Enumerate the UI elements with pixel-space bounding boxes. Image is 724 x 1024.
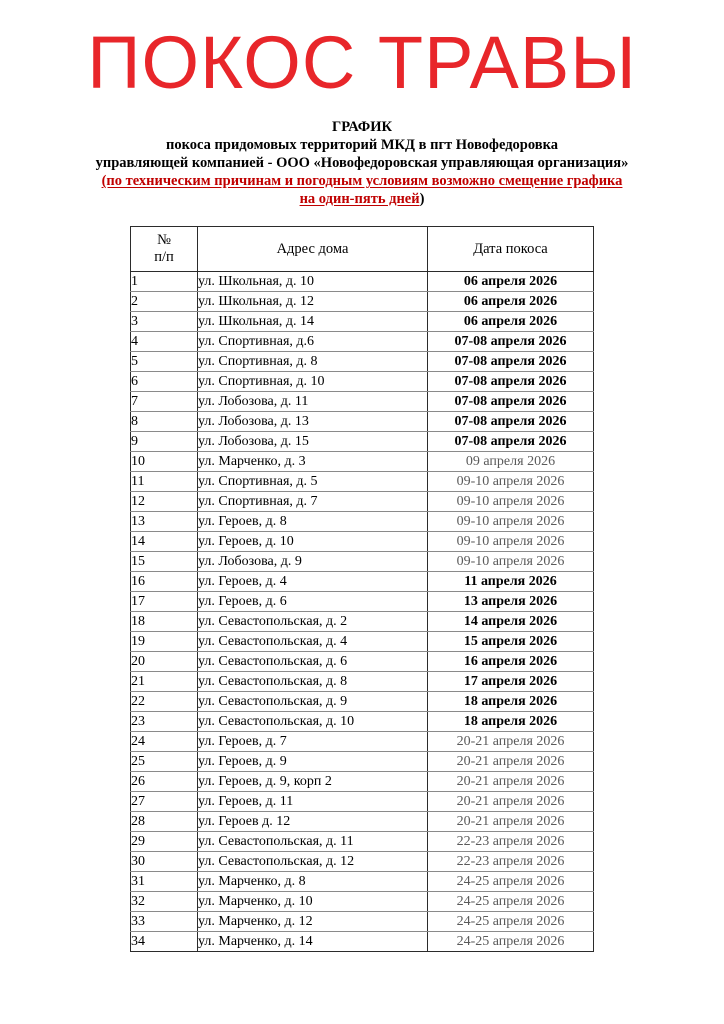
- cell-address: ул. Севастопольская, д. 10: [198, 712, 428, 732]
- column-header-number-symbol: №: [157, 232, 171, 248]
- cell-row-number: 34: [131, 932, 198, 952]
- table-row: [131, 652, 594, 672]
- table-row: [131, 612, 594, 632]
- cell-address: ул. Героев, д. 4: [198, 572, 428, 592]
- cell-mowing-date: 17 апреля 2026: [428, 672, 594, 692]
- table-row: [131, 372, 594, 392]
- cell-row-number: 1: [131, 272, 198, 292]
- cell-address: ул. Лобозова, д. 9: [198, 552, 428, 572]
- cell-row-number: 7: [131, 392, 198, 412]
- table-body: [131, 272, 594, 952]
- cell-mowing-date: 13 апреля 2026: [428, 592, 594, 612]
- cell-address: ул. Школьная, д. 10: [198, 272, 428, 292]
- cell-mowing-date: 06 апреля 2026: [428, 312, 594, 332]
- cell-address: ул. Севастопольская, д. 9: [198, 692, 428, 712]
- warning-text-line1: (по техническим причинам и погодным условиям возможно смещение графика: [101, 173, 623, 189]
- cell-mowing-date: 07-08 апреля 2026: [428, 352, 594, 372]
- cell-row-number: 20: [131, 652, 198, 672]
- cell-row-number: 10: [131, 452, 198, 472]
- cell-row-number: 11: [131, 472, 198, 492]
- cell-address: ул. Севастопольская, д. 8: [198, 672, 428, 692]
- cell-address: ул. Героев, д. 10: [198, 532, 428, 552]
- column-header-number-abbrev: п/п: [154, 249, 174, 265]
- cell-row-number: 26: [131, 772, 198, 792]
- cell-address: ул. Севастопольская, д. 2: [198, 612, 428, 632]
- cell-row-number: 15: [131, 552, 198, 572]
- column-header-address: Адрес дома: [198, 227, 428, 272]
- cell-address: ул. Марченко, д. 8: [198, 872, 428, 892]
- cell-address: ул. Лобозова, д. 11: [198, 392, 428, 412]
- cell-address: ул. Героев, д. 11: [198, 792, 428, 812]
- cell-mowing-date: 07-08 апреля 2026: [428, 332, 594, 352]
- subheading-line-grafik: ГРАФИК: [331, 119, 393, 135]
- table-row: [131, 832, 594, 852]
- table-row: [131, 812, 594, 832]
- table-row: [131, 532, 594, 552]
- cell-mowing-date: 22-23 апреля 2026: [428, 852, 594, 872]
- cell-address: ул. Лобозова, д. 13: [198, 412, 428, 432]
- table-row: [131, 672, 594, 692]
- cell-mowing-date: 24-25 апреля 2026: [428, 892, 594, 912]
- table-row: [131, 332, 594, 352]
- cell-address: ул. Спортивная, д. 8: [198, 352, 428, 372]
- table-row: [131, 312, 594, 332]
- cell-mowing-date: 11 апреля 2026: [428, 572, 594, 592]
- cell-mowing-date: 18 апреля 2026: [428, 692, 594, 712]
- cell-address: ул. Школьная, д. 12: [198, 292, 428, 312]
- subheading-warning: [0, 172, 724, 190]
- cell-address: ул. Школьная, д. 14: [198, 312, 428, 332]
- cell-address: ул. Спортивная, д. 5: [198, 472, 428, 492]
- cell-address: ул. Героев, д. 7: [198, 732, 428, 752]
- cell-address: ул. Марченко, д. 10: [198, 892, 428, 912]
- cell-row-number: 30: [131, 852, 198, 872]
- cell-row-number: 18: [131, 612, 198, 632]
- table-header: [131, 227, 594, 272]
- table-row: [131, 392, 594, 412]
- table-row: [131, 452, 594, 472]
- cell-mowing-date: 24-25 апреля 2026: [428, 912, 594, 932]
- cell-row-number: 16: [131, 572, 198, 592]
- table-row: [131, 632, 594, 652]
- table-row: [131, 432, 594, 452]
- cell-address: ул. Лобозова, д. 15: [198, 432, 428, 452]
- cell-address: ул. Марченко, д. 3: [198, 452, 428, 472]
- cell-address: ул. Севастопольская, д. 12: [198, 852, 428, 872]
- table-row: [131, 472, 594, 492]
- cell-mowing-date: 07-08 апреля 2026: [428, 412, 594, 432]
- warning-closing-paren: ): [419, 191, 425, 207]
- table-row: [131, 712, 594, 732]
- cell-address: ул. Севастопольская, д. 4: [198, 632, 428, 652]
- column-header-date: Дата покоса: [428, 227, 594, 272]
- cell-row-number: 5: [131, 352, 198, 372]
- cell-address: ул. Героев д. 12: [198, 812, 428, 832]
- cell-row-number: 24: [131, 732, 198, 752]
- table-row: [131, 692, 594, 712]
- table-row: [131, 552, 594, 572]
- table-row: [131, 352, 594, 372]
- cell-address: ул. Героев, д. 9, корп 2: [198, 772, 428, 792]
- cell-row-number: 2: [131, 292, 198, 312]
- cell-row-number: 31: [131, 872, 198, 892]
- cell-mowing-date: 14 апреля 2026: [428, 612, 594, 632]
- table-row: [131, 912, 594, 932]
- cell-address: ул. Героев, д. 9: [198, 752, 428, 772]
- column-header-number: [131, 227, 198, 272]
- cell-row-number: 33: [131, 912, 198, 932]
- table-row: [131, 272, 594, 292]
- cell-mowing-date: 20-21 апреля 2026: [428, 792, 594, 812]
- cell-mowing-date: 09 апреля 2026: [428, 452, 594, 472]
- cell-mowing-date: 07-08 апреля 2026: [428, 432, 594, 452]
- cell-mowing-date: 09-10 апреля 2026: [428, 512, 594, 532]
- table-row: [131, 592, 594, 612]
- cell-row-number: 22: [131, 692, 198, 712]
- cell-row-number: 19: [131, 632, 198, 652]
- subheading-line-company: управляющей компанией - ООО «Новофедоровская управляющая организация»: [95, 155, 629, 171]
- table-row: [131, 792, 594, 812]
- cell-row-number: 27: [131, 792, 198, 812]
- cell-row-number: 12: [131, 492, 198, 512]
- cell-address: ул. Севастопольская, д. 11: [198, 832, 428, 852]
- cell-mowing-date: 07-08 апреля 2026: [428, 392, 594, 412]
- table-row: [131, 572, 594, 592]
- cell-mowing-date: 20-21 апреля 2026: [428, 812, 594, 832]
- table-row: [131, 752, 594, 772]
- cell-mowing-date: 20-21 апреля 2026: [428, 752, 594, 772]
- cell-row-number: 17: [131, 592, 198, 612]
- subheading-warning-continued: [0, 190, 724, 208]
- cell-mowing-date: 09-10 апреля 2026: [428, 532, 594, 552]
- cell-row-number: 25: [131, 752, 198, 772]
- table-row: [131, 772, 594, 792]
- table-row: [131, 892, 594, 912]
- document-banner-title: ПОКОС ТРАВЫ: [87, 21, 637, 104]
- cell-mowing-date: 06 апреля 2026: [428, 272, 594, 292]
- table-row: [131, 732, 594, 752]
- cell-mowing-date: 09-10 апреля 2026: [428, 492, 594, 512]
- cell-mowing-date: 09-10 апреля 2026: [428, 552, 594, 572]
- cell-address: ул. Спортивная, д.6: [198, 332, 428, 352]
- table-row: [131, 492, 594, 512]
- cell-mowing-date: 06 апреля 2026: [428, 292, 594, 312]
- cell-row-number: 23: [131, 712, 198, 732]
- cell-row-number: 6: [131, 372, 198, 392]
- schedule-table-container: [0, 226, 724, 952]
- cell-row-number: 14: [131, 532, 198, 552]
- cell-mowing-date: 22-23 апреля 2026: [428, 832, 594, 852]
- cell-row-number: 3: [131, 312, 198, 332]
- cell-address: ул. Севастопольская, д. 6: [198, 652, 428, 672]
- cell-row-number: 13: [131, 512, 198, 532]
- table-row: [131, 292, 594, 312]
- cell-mowing-date: 16 апреля 2026: [428, 652, 594, 672]
- cell-mowing-date: 20-21 апреля 2026: [428, 732, 594, 752]
- table-row: [131, 852, 594, 872]
- cell-mowing-date: 09-10 апреля 2026: [428, 472, 594, 492]
- cell-address: ул. Героев, д. 8: [198, 512, 428, 532]
- table-row: [131, 872, 594, 892]
- cell-row-number: 32: [131, 892, 198, 912]
- cell-mowing-date: 24-25 апреля 2026: [428, 872, 594, 892]
- cell-mowing-date: 07-08 апреля 2026: [428, 372, 594, 392]
- table-row: [131, 932, 594, 952]
- cell-address: ул. Героев, д. 6: [198, 592, 428, 612]
- cell-row-number: 28: [131, 812, 198, 832]
- cell-mowing-date: 20-21 апреля 2026: [428, 772, 594, 792]
- cell-mowing-date: 15 апреля 2026: [428, 632, 594, 652]
- cell-row-number: 4: [131, 332, 198, 352]
- mowing-schedule-table: [130, 226, 594, 952]
- cell-mowing-date: 24-25 апреля 2026: [428, 932, 594, 952]
- cell-address: ул. Спортивная, д. 10: [198, 372, 428, 392]
- table-row: [131, 412, 594, 432]
- table-row: [131, 512, 594, 532]
- cell-address: ул. Спортивная, д. 7: [198, 492, 428, 512]
- cell-mowing-date: 18 апреля 2026: [428, 712, 594, 732]
- cell-row-number: 21: [131, 672, 198, 692]
- cell-row-number: 8: [131, 412, 198, 432]
- table-header-row: [131, 227, 594, 272]
- warning-text-line2: на один-пять дней: [299, 191, 420, 207]
- cell-address: ул. Марченко, д. 14: [198, 932, 428, 952]
- cell-row-number: 9: [131, 432, 198, 452]
- cell-address: ул. Марченко, д. 12: [198, 912, 428, 932]
- subheading-line-scope: покоса придомовых территорий МКД в пгт Новофедоровка: [166, 137, 558, 153]
- cell-row-number: 29: [131, 832, 198, 852]
- document-subheading: [0, 118, 724, 208]
